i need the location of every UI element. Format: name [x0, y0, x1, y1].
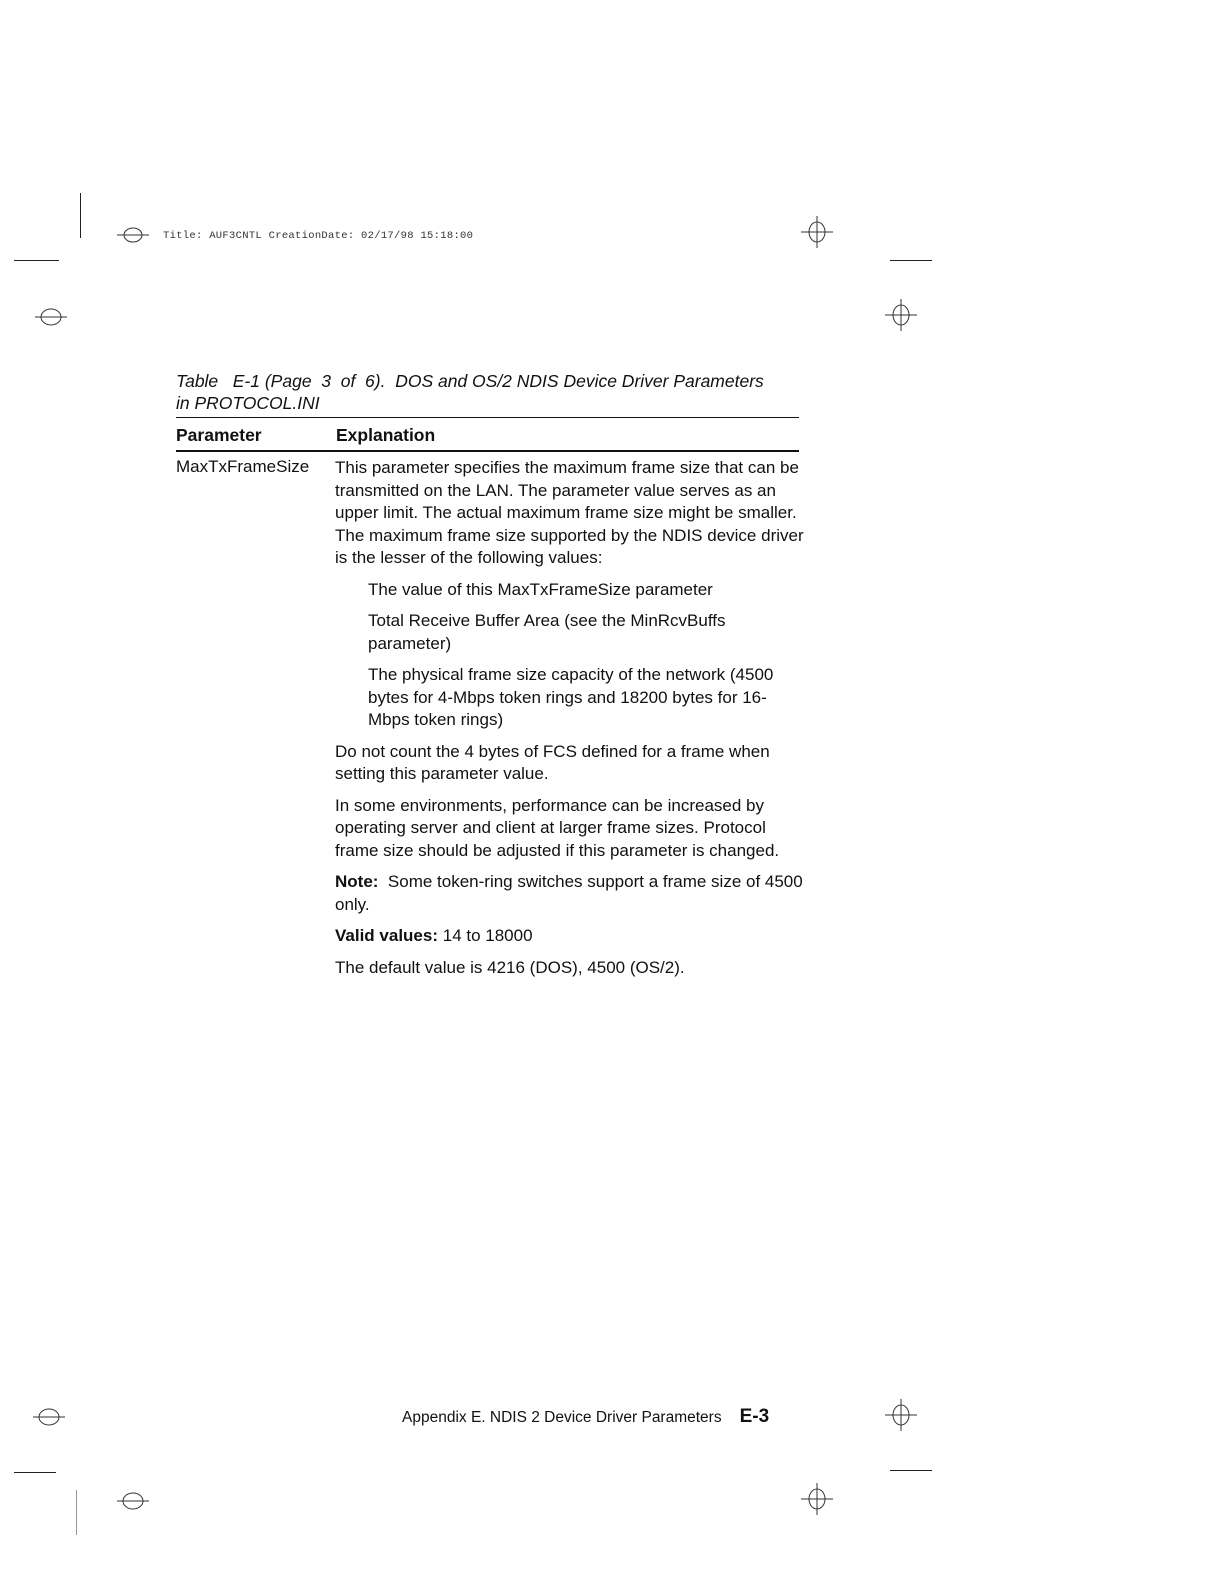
note-paragraph — [335, 871, 805, 916]
table-header-rule — [176, 450, 799, 452]
registration-mark-top-right-icon — [800, 215, 834, 249]
table-top-rule — [176, 417, 799, 418]
crop-mark-bottom-left-horizontal — [14, 1472, 56, 1473]
valid-values-label: Valid values: — [335, 926, 438, 945]
valid-values-paragraph — [335, 925, 805, 948]
parameter-name: MaxTxFrameSize — [176, 457, 310, 476]
page-footer — [402, 1406, 769, 1428]
explanation-intro: This parameter specifies the maximum frame size that can be transmitted on the LAN. The parameter value serves as an upper limit. The actual maximum frame size might be smaller. The maximum frame size supported by the NDIS device driver is the lesser of the following values: — [335, 458, 804, 567]
column-header-explanation: Explanation — [336, 425, 436, 445]
crop-mark-bottom-right-horizontal — [890, 1470, 932, 1471]
registration-mark-left-top-icon — [34, 302, 68, 332]
note-text: Some token-ring switches support a frame size of 4500 only. — [335, 872, 803, 914]
list-item: Total Receive Buffer Area (see the MinRcvBuffs parameter) — [368, 611, 726, 653]
crop-mark-bottom-left-vertical — [76, 1490, 77, 1535]
print-header: Title: AUF3CNTL CreationDate: 02/17/98 15:18:00 — [163, 230, 474, 242]
list-item: The physical frame size capacity of the network (4500 bytes for 4-Mbps token rings and 18200 bytes for 16-Mbps token rings) — [368, 665, 774, 729]
registration-mark-bottom-left-icon — [116, 1486, 150, 1516]
registration-mark-right-top-icon — [884, 298, 918, 332]
default-value: The default value is 4216 (DOS), 4500 (OS/2). — [335, 957, 685, 977]
table-caption-line2: in PROTOCOL.INI — [176, 393, 320, 413]
explanation-list — [335, 579, 805, 732]
fcs-note: Do not count the 4 bytes of FCS defined for a frame when setting this parameter value. — [335, 741, 770, 783]
list-item: The value of this MaxTxFrameSize parameter — [368, 579, 713, 599]
parameter-explanation — [335, 457, 805, 988]
registration-mark-header-icon — [116, 220, 150, 250]
footer-section-title: Appendix E. NDIS 2 Device Driver Parameters — [402, 1409, 722, 1426]
column-header-parameter: Parameter — [176, 425, 262, 445]
page-number: E-3 — [739, 1406, 770, 1427]
table-caption-line1: Table E-1 (Page 3 of 6). DOS and OS/2 NDIS Device Driver Parameters — [176, 371, 764, 391]
registration-mark-bottom-right-icon — [800, 1482, 834, 1516]
table-caption — [176, 370, 801, 414]
crop-mark-top-right-horizontal — [890, 260, 932, 261]
crop-mark-top-left-horizontal — [14, 260, 59, 261]
note-label: Note: — [335, 872, 379, 891]
crop-mark-top-left-vertical — [80, 193, 81, 238]
registration-mark-right-bottom-icon — [884, 1398, 918, 1432]
performance-note: In some environments, performance can be increased by operating server and client at larger frame sizes. Protocol frame size should be adjusted if this parameter is changed. — [335, 795, 780, 860]
registration-mark-left-bottom-icon — [32, 1402, 66, 1432]
valid-values-text: 14 to 18000 — [442, 926, 533, 945]
